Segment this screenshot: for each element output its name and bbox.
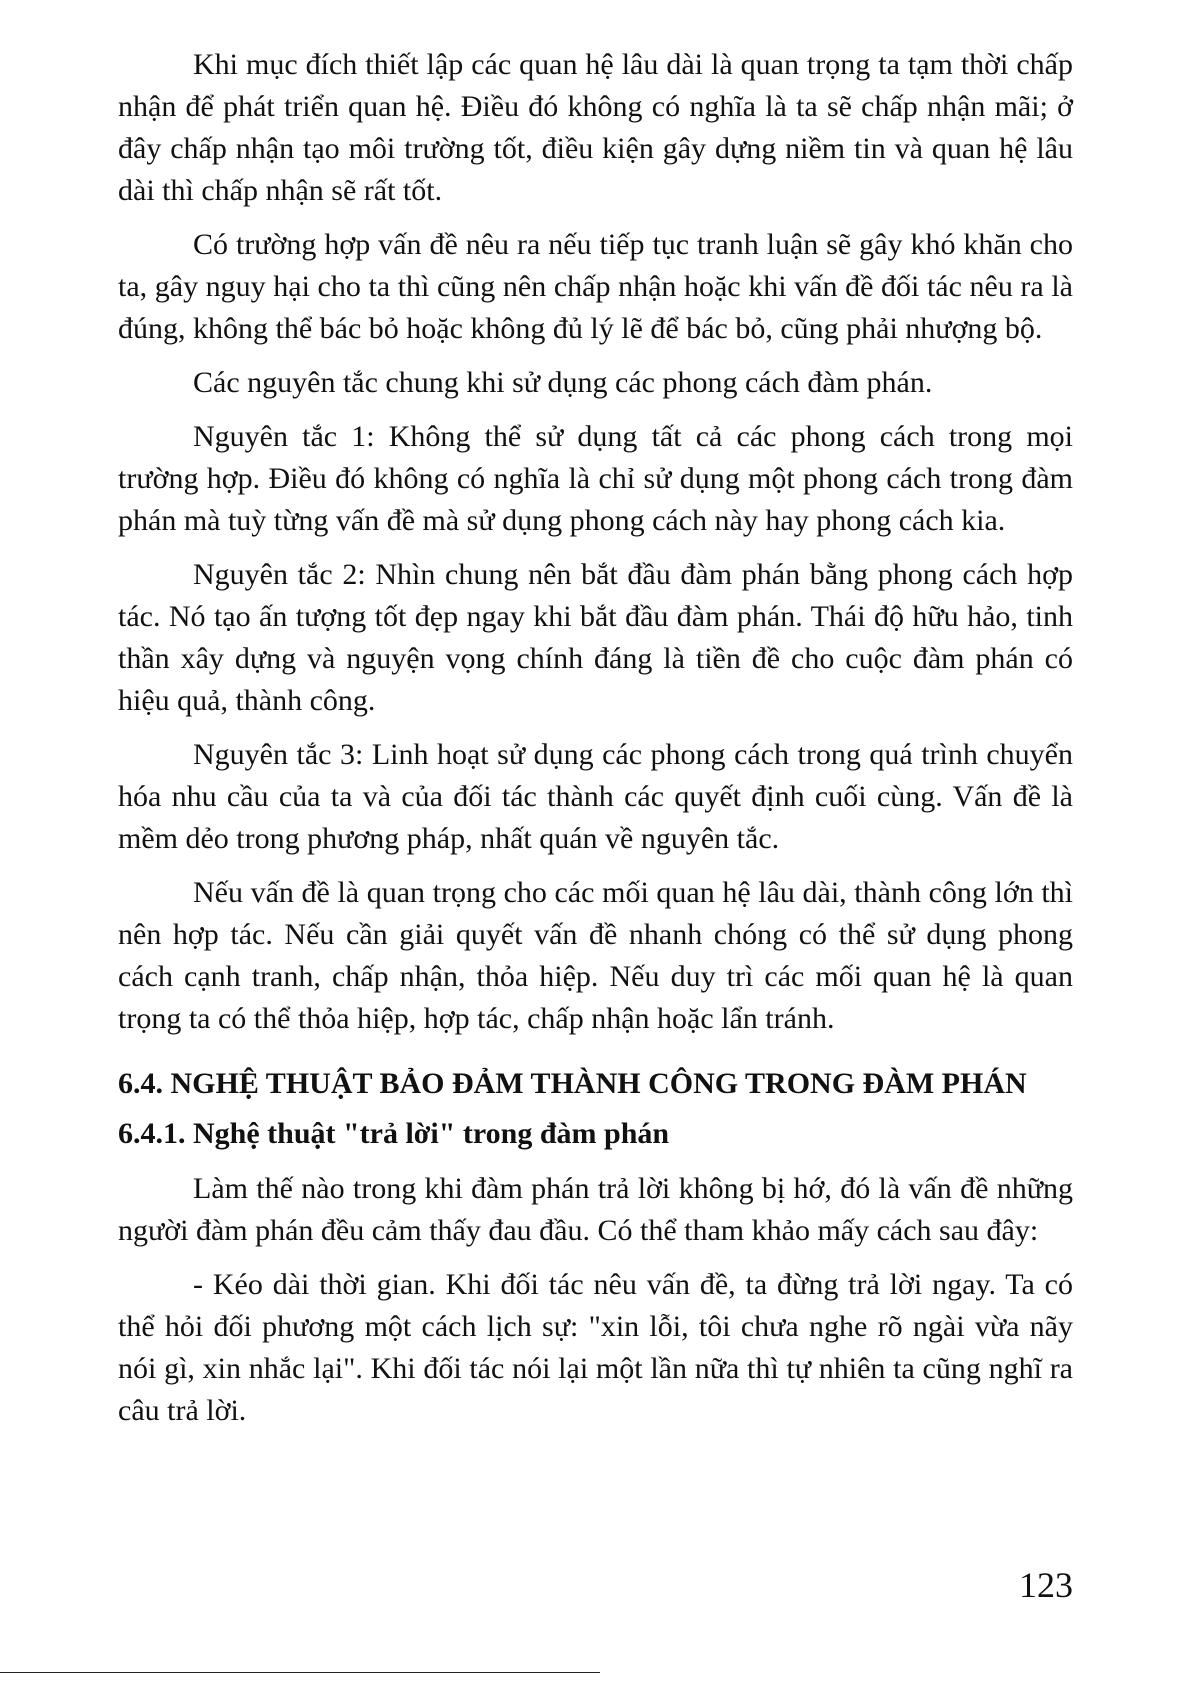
paragraph-principle-2: Nguyên tắc 2: Nhìn chung nên bắt đầu đàm phán bằng phong cách hợp tác. Nó tạo ấn tượng tốt đẹp ngay khi bắt đầu đàm phán. Thái độ hữu hảo, tinh thần xây dựng và nguyện vọng chính đáng là tiền đề cho cuộc đàm phán có hiệu quả, thành công. [118, 558, 1073, 717]
paragraph-style-selection: Nếu vấn đề là quan trọng cho các mối quan hệ lâu dài, thành công lớn thì nên hợp tác. Nếu cần giải quyết vấn đề nhanh chóng có thể sử dụng phong cách cạnh tranh, chấp nhận, thỏa hiệp. Nếu duy trì các mối quan hệ là quan trọng ta có thể thỏa hiệp, hợp tác, chấp nhận hoặc lẩn tránh. [118, 876, 1073, 1035]
section-heading: 6.4. NGHỆ THUẬT BẢO ĐẢM THÀNH CÔNG TRONG ĐÀM PHÁN [118, 1067, 1027, 1100]
paragraph-long-term-relations: Khi mục đích thiết lập các quan hệ lâu dài là quan trọng ta tạm thời chấp nhận để phát triển quan hệ. Điều đó không có nghĩa là ta sẽ chấp nhận mãi; ở đây chấp nhận tạo môi trường tốt, điều kiện gây dựng niềm tin và quan hệ lâu dài thì chấp nhận sẽ rất tốt. [118, 48, 1073, 207]
paragraph-answer-intro: Làm thế nào trong khi đàm phán trả lời không bị hớ, đó là vấn đề những người đàm phán đều cảm thấy đau đầu. Có thể tham khảo mấy cách sau đây: [118, 1172, 1073, 1247]
paragraph-principle-3: Nguyên tắc 3: Linh hoạt sử dụng các phong cách trong quá trình chuyển hóa nhu cầu của ta và của đối tác thành các quyết định cuối cùng. Vấn đề là mềm dẻo trong phương pháp, nhất quán về nguyên tắc. [118, 738, 1073, 855]
page-content [118, 44, 1073, 1444]
paragraph-principle-1: Nguyên tắc 1: Không thể sử dụng tất cả các phong cách trong mọi trường hợp. Điều đó không có nghĩa là chỉ sử dụng một phong cách trong đàm phán mà tuỳ từng vấn đề mà sử dụng phong cách này hay phong cách kia. [118, 420, 1073, 537]
paragraph-delay-tactic: - Kéo dài thời gian. Khi đối tác nêu vấn đề, ta đừng trả lời ngay. Ta có thể hỏi đối phương một cách lịch sự: "xin lỗi, tôi chưa nghe rõ ngài vừa nãy nói gì, xin nhắc lại". Khi đối tác nói lại một lần nữa thì tự nhiên ta cũng nghĩ ra câu trả lời. [118, 1268, 1073, 1427]
paragraph-concession-cases: Có trường hợp vấn đề nêu ra nếu tiếp tục tranh luận sẽ gây khó khăn cho ta, gây nguy hại cho ta thì cũng nên chấp nhận hoặc khi vấn đề đối tác nêu ra là đúng, không thể bác bỏ hoặc không đủ lý lẽ để bác bỏ, cũng phải nhượng bộ. [118, 228, 1073, 345]
footer-rule [0, 1672, 600, 1673]
page-number: 123 [1019, 1565, 1073, 1605]
paragraph-general-principles: Các nguyên tắc chung khi sử dụng các phong cách đàm phán. [193, 366, 933, 399]
subsection-heading: 6.4.1. Nghệ thuật "trả lời" trong đàm phán [118, 1117, 670, 1150]
